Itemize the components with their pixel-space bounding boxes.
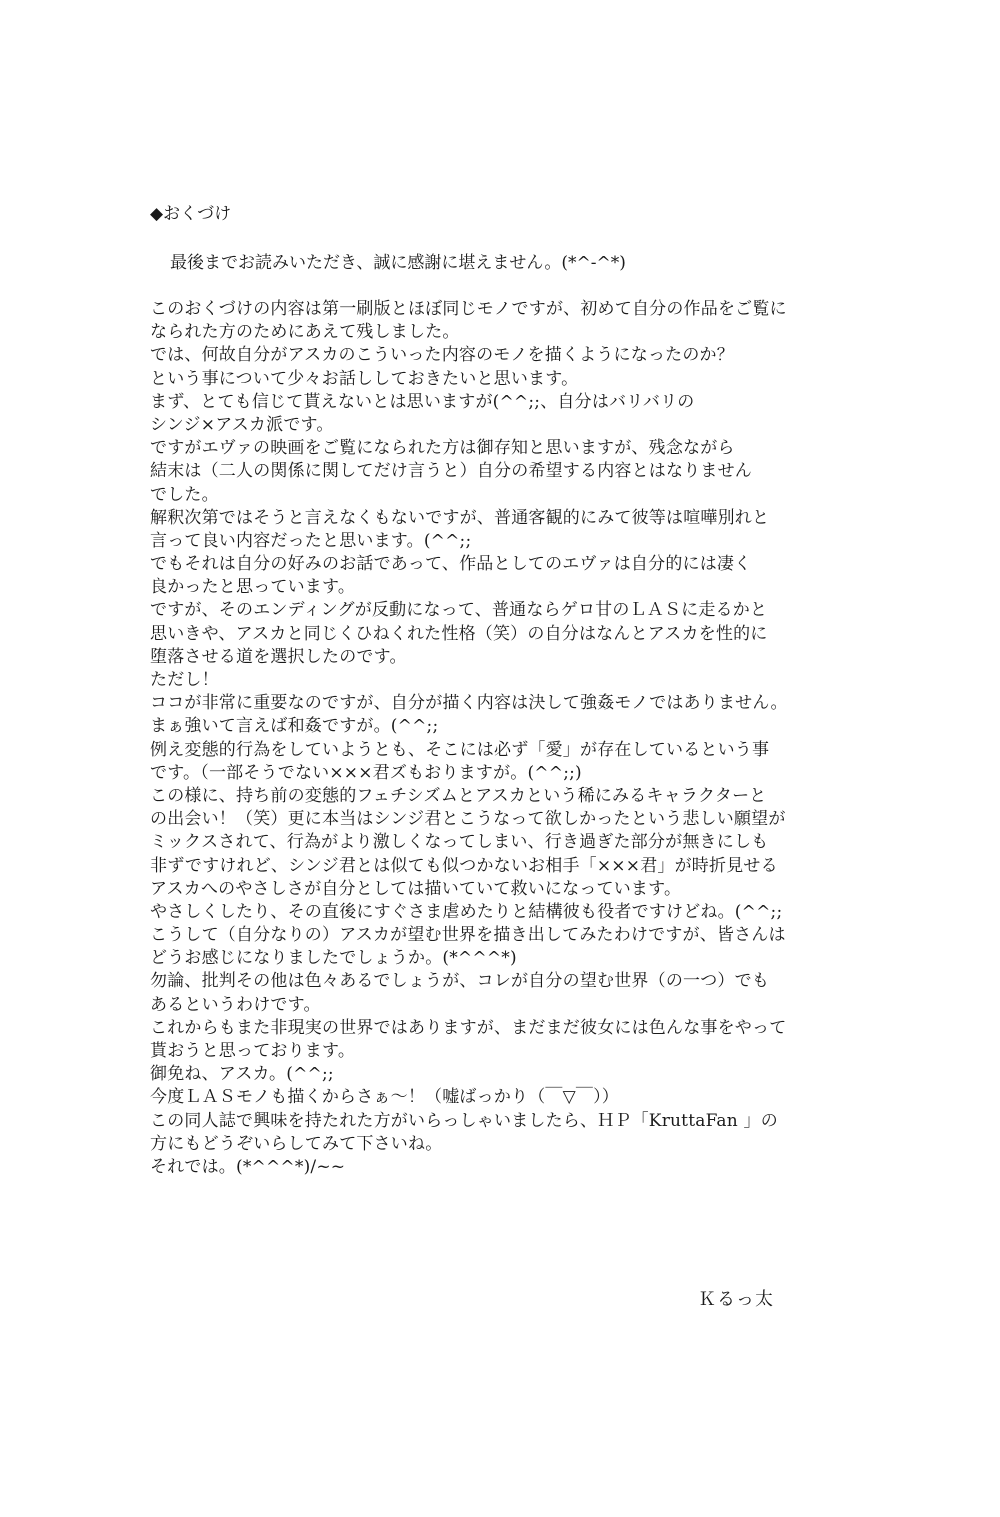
text-line: ミックスされて、行為がより激しくなってしまい、行き過ぎた部分が無きにしも — [150, 832, 769, 853]
text-line: ココが非常に重要なのですが、自分が描く内容は決して強姦モノではありません。 — [150, 693, 788, 714]
text-line: ですが、そのエンディングが反動になって、普通ならゲロ甘のＬＡＳに走るかと — [150, 600, 768, 621]
text-line: 良かったと思っています。 — [150, 577, 356, 598]
text-line: 堕落させる道を選択したのです。 — [150, 646, 407, 667]
text-line: このおくづけの内容は第一刷版とほぼ同じモノですが、初めて自分の作品をご覧に — [150, 299, 787, 319]
text-line: アスカへのやさしさが自分としては描いていて救いになっています。 — [150, 878, 682, 899]
text-line: まぁ強いて言えば和姦ですが。(^^;; — [150, 716, 439, 737]
text-line: です。（一部そうでない×××君ズもおりますが。(^^;;) — [150, 762, 582, 783]
text-line: やさしくしたり、その直後にすぐさま虐めたりと結構彼も役者ですけどね。(^^;; — [150, 901, 783, 922]
text-line: 例え変態的行為をしていようとも、そこには必ず「愛」が存在しているという事 — [150, 739, 770, 760]
text-line: 今度ＬＡＳモノも描くからさぁ～！（嘘ばっかり（￣▽￣）） — [150, 1087, 620, 1108]
text-line: 非ずですけれど、シンジ君とは似ても似つかないお相手「×××君」が時折見せる — [150, 855, 778, 876]
text-line: 解釈次第ではそうと言えなくもないですが、普通客観的にみて彼等は喧嘩別れと — [150, 507, 770, 528]
text-line: この同人誌で興味を持たれた方がいらっしゃいましたら、ＨＰ「KruttaFan 」の — [150, 1110, 778, 1131]
text-line: この様に、持ち前の変態的フェチシズムとアスカという稀にみるキャラクターと — [150, 785, 767, 806]
text-line: でもそれは自分の好みのお話であって、作品としてのエヴァは自分的には凄く — [150, 554, 752, 575]
text-line: これからもまた非現実の世界ではありますが、まだまだ彼女には色んな事をやって — [150, 1017, 787, 1038]
text-line: 勿論、批判その他は色々あるでしょうが、コレが自分の望む世界（の一つ）でも — [150, 971, 770, 992]
text-line: こうして（自分なりの）アスカが望む世界を描き出してみたわけですが、皆さんは — [150, 925, 786, 946]
text-line: 方にもどうぞいらしてみて下さいね。 — [150, 1133, 443, 1154]
text-line: ですがエヴァの映画をご覧になられた方は御存知と思いますが、残念ながら — [150, 438, 735, 459]
text-line: では、何故自分がアスカのこういった内容のモノを描くようになったのか？ — [150, 345, 734, 366]
text-line: ただし！ — [150, 670, 219, 690]
text-line: 御免ね、アスカ。(^^;; — [150, 1064, 334, 1085]
text-line: という事について少々お話ししておきたいと思います。 — [150, 368, 579, 389]
body-text — [150, 298, 850, 1179]
section-heading: ◆おくづけ — [150, 204, 232, 224]
text-line: 思いきや、アスカと同じくひねくれた性格（笑）の自分はなんとアスカを性的に — [150, 623, 768, 644]
text-line: 結末は（二人の関係に関してだけ言うと）自分の希望する内容とはなりません — [150, 461, 752, 482]
text-line: 言って良い内容だったと思います。(^^;; — [150, 530, 472, 551]
text-line: あるというわけです。 — [150, 994, 321, 1015]
intro-line: 最後までお読みいただき、誠に感謝に堪えません。(*^-^*) — [170, 253, 626, 273]
text-line: シンジ×アスカ派です。 — [150, 414, 334, 435]
text-line: まず、とても信じて貰えないとは思いますが(^^;;、自分はバリバリの — [150, 391, 695, 412]
text-line: の出会い！（笑）更に本当はシンジ君とこうなって欲しかったという悲しい願望が — [150, 809, 786, 830]
text-line: それでは。(*^^^*)/~~ — [150, 1156, 346, 1177]
text-line: どうお感じになりましたでしょうか。(*^^^*) — [150, 948, 517, 969]
text-line: でした。 — [150, 484, 219, 505]
text-line: なられた方のためにあえて残しました。 — [150, 322, 460, 343]
author-signature: Ｋるっ太 — [698, 1289, 774, 1310]
text-line: 貰おうと思っております。 — [150, 1041, 356, 1061]
